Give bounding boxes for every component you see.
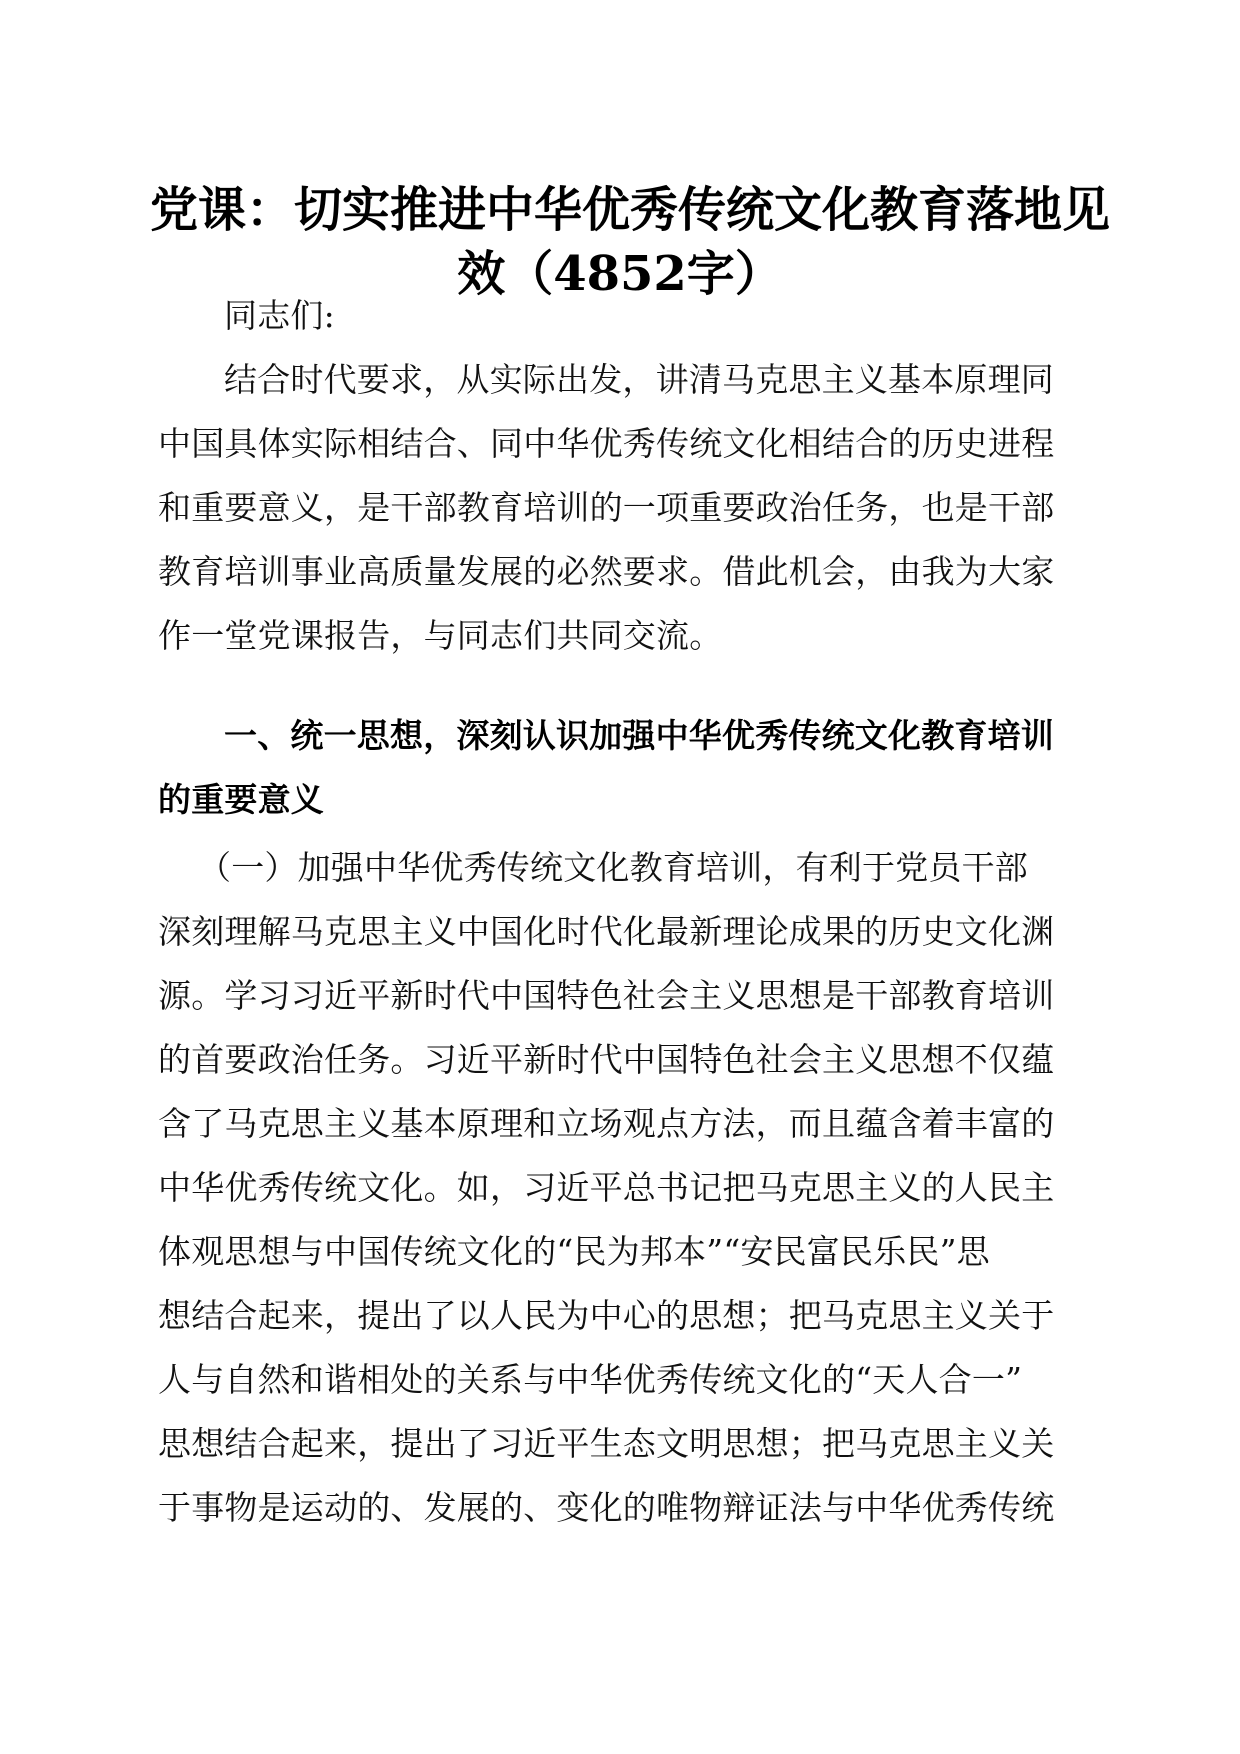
paragraph-line: 作一堂党课报告，与同志们共同交流。: [158, 616, 723, 655]
heading-line: 一、统一思想，深刻认识加强中华优秀传统文化教育培训: [224, 716, 1054, 755]
paragraph-line: （一）加强中华优秀传统文化教育培训，有利于党员干部: [198, 848, 1028, 887]
section1-paragraph: [158, 836, 1078, 1540]
paragraph-line: 于事物是运动的、发展的、变化的唯物辩证法与中华优秀传统: [158, 1488, 1055, 1527]
paragraph-line: 深刻理解马克思主义中国化时代化最新理论成果的历史文化渊: [158, 912, 1055, 951]
paragraph-line: 人与自然和谐相处的关系与中华优秀传统文化的“天人合一”: [158, 1360, 1023, 1399]
heading-line: 的重要意义: [158, 780, 324, 819]
paragraph-line: 思想结合起来，提出了习近平生态文明思想；把马克思主义关: [158, 1424, 1055, 1463]
salutation-block: [158, 284, 1078, 348]
paragraph-line: 想结合起来，提出了以人民为中心的思想；把马克思主义关于: [158, 1296, 1055, 1335]
salutation: 同志们:: [224, 296, 335, 335]
paragraph-line: 教育培训事业高质量发展的必然要求。借此机会，由我为大家: [158, 552, 1055, 591]
paragraph-line: 结合时代要求，从实际出发，讲清马克思主义基本原理同: [224, 360, 1054, 399]
paragraph-line: 源。学习习近平新时代中国特色社会主义思想是干部教育培训: [158, 976, 1055, 1015]
paragraph-line: 中国具体实际相结合、同中华优秀传统文化相结合的历史进程: [158, 424, 1055, 463]
paragraph-line: 中华优秀传统文化。如，习近平总书记把马克思主义的人民主: [158, 1168, 1055, 1207]
section-heading: [158, 704, 1078, 832]
paragraph-line: 含了马克思主义基本原理和立场观点方法，而且蕴含着丰富的: [158, 1104, 1055, 1143]
paragraph-line: 的首要政治任务。习近平新时代中国特色社会主义思想不仅蕴: [158, 1040, 1055, 1079]
paragraph-line: 和重要意义，是干部教育培训的一项重要政治任务，也是干部: [158, 488, 1055, 527]
title-line: 效（4852字）: [457, 246, 783, 302]
intro-paragraph: [158, 348, 1078, 668]
paragraph-line: 体观思想与中国传统文化的“民为邦本”“安民富民乐民”思: [158, 1232, 990, 1271]
title-line: 党课：切实推进中华优秀传统文化教育落地见: [150, 182, 1111, 238]
